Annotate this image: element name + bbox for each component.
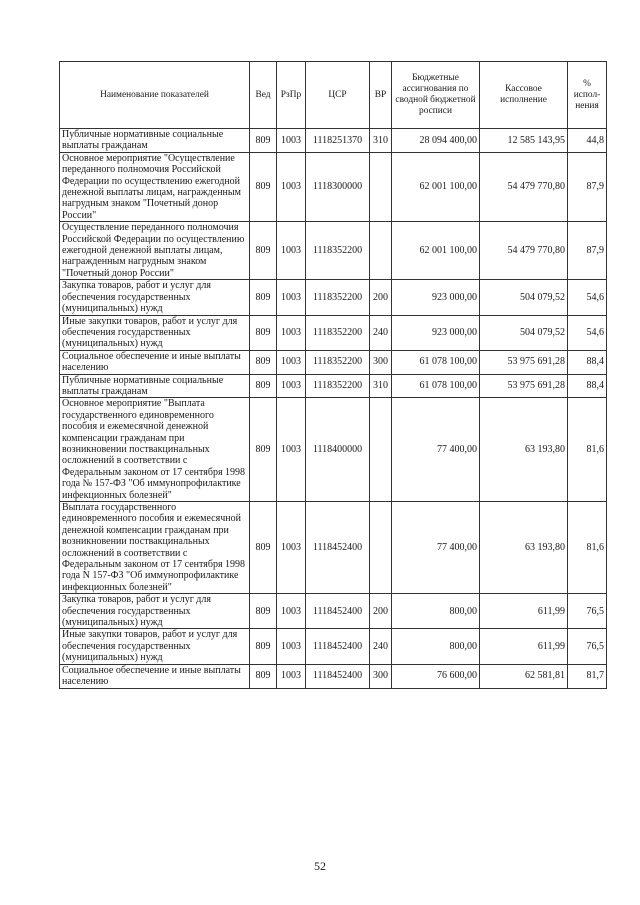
row-percent: 81,6 <box>568 398 607 502</box>
header-budget: Бюджетные ассигнования по сводной бюджетной росписи <box>392 62 480 129</box>
row-cash: 504 079,52 <box>480 315 568 350</box>
row-ved: 809 <box>250 594 277 629</box>
row-cash: 53 975 691,28 <box>480 374 568 398</box>
row-rzpr: 1003 <box>277 629 306 664</box>
row-ved: 809 <box>250 502 277 594</box>
row-cash: 611,99 <box>480 629 568 664</box>
row-name: Закупка товаров, работ и услуг для обеспечения государственных (муниципальных) нужд <box>60 594 250 629</box>
row-csr: 1118400000 <box>306 398 370 502</box>
header-name: Наименование показателей <box>60 62 250 129</box>
row-cash: 63 193,80 <box>480 398 568 502</box>
row-rzpr: 1003 <box>277 152 306 221</box>
row-vr: 200 <box>370 594 392 629</box>
budget-execution-table <box>59 61 607 689</box>
row-cash: 53 975 691,28 <box>480 350 568 374</box>
row-cash: 611,99 <box>480 594 568 629</box>
row-percent: 88,4 <box>568 374 607 398</box>
row-percent: 44,8 <box>568 129 607 153</box>
row-name: Основное мероприятие "Выплата государственного единовременного пособия и ежемесячной денежной компенсации гражданам при возникновении поствакцинальных осложнений в соответствии с Федеральным законом от 17 сентября 1998 года № 157-ФЗ "Об иммунопрофилактике инфекционных болезней" <box>60 398 250 502</box>
row-cash: 504 079,52 <box>480 280 568 315</box>
table-row <box>60 222 607 280</box>
row-percent: 81,7 <box>568 664 607 688</box>
row-cash: 62 581,81 <box>480 664 568 688</box>
row-csr: 1118452400 <box>306 594 370 629</box>
table-row <box>60 629 607 664</box>
row-rzpr: 1003 <box>277 315 306 350</box>
row-csr: 1118352200 <box>306 280 370 315</box>
row-rzpr: 1003 <box>277 129 306 153</box>
table-row <box>60 594 607 629</box>
row-budget: 61 078 100,00 <box>392 374 480 398</box>
row-csr: 1118452400 <box>306 629 370 664</box>
row-budget: 76 600,00 <box>392 664 480 688</box>
row-cash: 12 585 143,95 <box>480 129 568 153</box>
row-percent: 76,5 <box>568 594 607 629</box>
row-name: Социальное обеспечение и иные выплаты населению <box>60 664 250 688</box>
row-csr: 1118452400 <box>306 502 370 594</box>
row-name: Социальное обеспечение и иные выплаты населению <box>60 350 250 374</box>
row-name: Выплата государственного единовременного пособия и ежемесячной денежной компенсации гражданам при возникновении поствакцинальных осложнений в соответствии с Федеральным законом от 17 сентября 1998 года N 157-ФЗ "Об иммунопрофилактике инфекционных болезней" <box>60 502 250 594</box>
row-cash: 63 193,80 <box>480 502 568 594</box>
table-row <box>60 280 607 315</box>
row-name: Иные закупки товаров, работ и услуг для обеспечения государственных (муниципальных) нужд <box>60 315 250 350</box>
row-vr: 200 <box>370 280 392 315</box>
row-csr: 1118352200 <box>306 315 370 350</box>
row-vr: 240 <box>370 629 392 664</box>
row-rzpr: 1003 <box>277 594 306 629</box>
row-budget: 61 078 100,00 <box>392 350 480 374</box>
row-csr: 1118452400 <box>306 664 370 688</box>
header-percent: % испол-нения <box>568 62 607 129</box>
row-rzpr: 1003 <box>277 280 306 315</box>
row-ved: 809 <box>250 374 277 398</box>
row-csr: 1118352200 <box>306 222 370 280</box>
header-rzpr: РзПр <box>277 62 306 129</box>
row-vr: 310 <box>370 129 392 153</box>
row-vr <box>370 222 392 280</box>
table-row <box>60 152 607 221</box>
row-ved: 809 <box>250 129 277 153</box>
header-csr: ЦСР <box>306 62 370 129</box>
row-percent: 54,6 <box>568 280 607 315</box>
row-budget: 800,00 <box>392 594 480 629</box>
row-vr <box>370 398 392 502</box>
table-header-row <box>60 62 607 129</box>
row-rzpr: 1003 <box>277 664 306 688</box>
row-budget: 77 400,00 <box>392 398 480 502</box>
table-row <box>60 129 607 153</box>
row-cash: 54 479 770,80 <box>480 152 568 221</box>
row-percent: 87,9 <box>568 152 607 221</box>
row-name: Основное мероприятие "Осуществление переданного полномочия Российской Федерации по осуществлению ежегодной денежной выплаты лицам, награжденным нагрудным знаком "Почетный донор России" <box>60 152 250 221</box>
row-csr: 1118352200 <box>306 374 370 398</box>
row-budget: 800,00 <box>392 629 480 664</box>
header-cash: Кассовое исполнение <box>480 62 568 129</box>
row-rzpr: 1003 <box>277 398 306 502</box>
table-row <box>60 664 607 688</box>
table-row <box>60 502 607 594</box>
row-csr: 1118352200 <box>306 350 370 374</box>
row-csr: 1118251370 <box>306 129 370 153</box>
row-vr <box>370 502 392 594</box>
row-ved: 809 <box>250 350 277 374</box>
row-budget: 62 001 100,00 <box>392 222 480 280</box>
row-cash: 54 479 770,80 <box>480 222 568 280</box>
row-budget: 923 000,00 <box>392 280 480 315</box>
row-vr <box>370 152 392 221</box>
row-percent: 81,6 <box>568 502 607 594</box>
table-row <box>60 374 607 398</box>
row-budget: 923 000,00 <box>392 315 480 350</box>
row-ved: 809 <box>250 152 277 221</box>
row-name: Осуществление переданного полномочия Российской Федерации по осуществлению ежегодной денежной выплаты лицам, награжденным нагрудным знаком "Почетный донор России" <box>60 222 250 280</box>
row-budget: 77 400,00 <box>392 502 480 594</box>
row-rzpr: 1003 <box>277 374 306 398</box>
row-percent: 87,9 <box>568 222 607 280</box>
row-vr: 240 <box>370 315 392 350</box>
table-row <box>60 350 607 374</box>
row-vr: 300 <box>370 350 392 374</box>
row-percent: 54,6 <box>568 315 607 350</box>
row-ved: 809 <box>250 664 277 688</box>
header-vr: ВР <box>370 62 392 129</box>
row-name: Публичные нормативные социальные выплаты гражданам <box>60 129 250 153</box>
page-number: 52 <box>314 859 326 873</box>
row-vr: 300 <box>370 664 392 688</box>
row-budget: 62 001 100,00 <box>392 152 480 221</box>
row-vr: 310 <box>370 374 392 398</box>
row-percent: 76,5 <box>568 629 607 664</box>
row-ved: 809 <box>250 398 277 502</box>
row-csr: 1118300000 <box>306 152 370 221</box>
row-budget: 28 094 400,00 <box>392 129 480 153</box>
row-ved: 809 <box>250 222 277 280</box>
row-ved: 809 <box>250 315 277 350</box>
row-name: Закупка товаров, работ и услуг для обеспечения государственных (муниципальных) нужд <box>60 280 250 315</box>
row-rzpr: 1003 <box>277 350 306 374</box>
header-ved: Вед <box>250 62 277 129</box>
row-ved: 809 <box>250 629 277 664</box>
row-ved: 809 <box>250 280 277 315</box>
row-rzpr: 1003 <box>277 502 306 594</box>
table-row <box>60 315 607 350</box>
row-percent: 88,4 <box>568 350 607 374</box>
row-name: Публичные нормативные социальные выплаты гражданам <box>60 374 250 398</box>
row-name: Иные закупки товаров, работ и услуг для обеспечения государственных (муниципальных) нужд <box>60 629 250 664</box>
table-row <box>60 398 607 502</box>
row-rzpr: 1003 <box>277 222 306 280</box>
